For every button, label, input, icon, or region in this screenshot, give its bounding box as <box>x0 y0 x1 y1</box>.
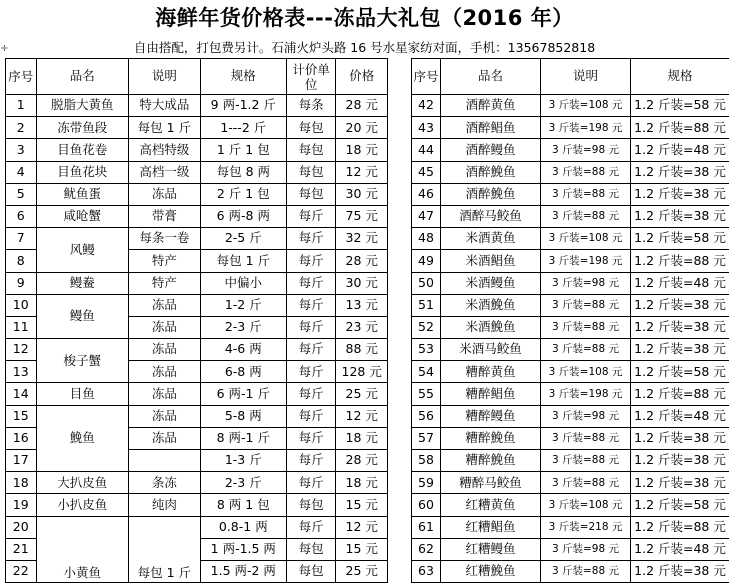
table-row <box>412 560 729 582</box>
cell-unit: 每包 <box>286 538 335 560</box>
cell-name: 酒醉马鲛鱼 <box>441 205 541 227</box>
header-name: 品名 <box>441 59 541 95</box>
table-header-row <box>412 59 729 95</box>
table-row <box>412 316 729 338</box>
cell-price: 28 元 <box>336 450 388 472</box>
cell-price: 18 元 <box>336 139 388 161</box>
cell-desc: 3 斤装=88 元 <box>541 161 631 183</box>
cell-spec: 0.8-1 两 <box>200 516 286 538</box>
table-row <box>6 405 388 427</box>
cell-spec: 1.2 斤装=48 元 <box>631 139 729 161</box>
cell-price: 28 元 <box>336 250 388 272</box>
cell-spec: 9 两-1.2 斤 <box>200 95 286 117</box>
cell-spec: 每包 8 两 <box>200 161 286 183</box>
cell-no: 46 <box>412 183 441 205</box>
cell-name: 酒醉黄鱼 <box>441 95 541 117</box>
cell-spec: 1.2 斤装=48 元 <box>631 538 729 560</box>
cell-spec: 1 斤 1 包 <box>200 139 286 161</box>
cell-price: 32 元 <box>336 228 388 250</box>
table-row <box>6 95 388 117</box>
table-row <box>6 117 388 139</box>
cell-spec: 1.2 斤装=38 元 <box>631 316 729 338</box>
cell-name: 米酒鮸鱼 <box>441 316 541 338</box>
cell-spec: 中偏小 <box>200 272 286 294</box>
cell-price: 23 元 <box>336 316 388 338</box>
cell-desc: 特大成品 <box>129 95 201 117</box>
cell-desc: 3 斤装=88 元 <box>541 450 631 472</box>
cell-spec: 1.2 斤装=88 元 <box>631 383 729 405</box>
cell-desc: 每条一卷 <box>129 228 201 250</box>
cell-name: 目鱼花卷 <box>36 139 129 161</box>
table-row <box>412 339 729 361</box>
cell-spec: 6-8 两 <box>200 361 286 383</box>
cell-no: 10 <box>6 294 37 316</box>
cell-spec: 1.2 斤装=58 元 <box>631 494 729 516</box>
cell-no: 22 <box>6 560 37 582</box>
table-row <box>412 161 729 183</box>
cell-spec: 1.2 斤装=38 元 <box>631 339 729 361</box>
cell-desc: 3 斤装=98 元 <box>541 272 631 294</box>
cell-desc: 3 斤装=198 元 <box>541 383 631 405</box>
cell-price: 13 元 <box>336 294 388 316</box>
cell-no: 63 <box>412 560 441 582</box>
cell-unit: 每斤 <box>286 450 335 472</box>
cell-no: 45 <box>412 161 441 183</box>
cell-desc: 3 斤装=88 元 <box>541 472 631 494</box>
cell-price: 12 元 <box>336 161 388 183</box>
cell-spec: 1 两-1.5 两 <box>200 538 286 560</box>
cell-desc: 3 斤装=88 元 <box>541 294 631 316</box>
cell-desc: 特产 <box>129 250 201 272</box>
cell-no: 17 <box>6 450 37 472</box>
table-row <box>412 294 729 316</box>
cell-desc: 冻品 <box>129 339 201 361</box>
cell-spec: 1.2 斤装=38 元 <box>631 427 729 449</box>
table-row <box>412 472 729 494</box>
cell-desc: 3 斤装=98 元 <box>541 139 631 161</box>
cell-name: 鳗鱼 <box>36 294 129 338</box>
cell-name: 小黄鱼 <box>36 516 129 583</box>
cell-spec: 1.2 斤装=38 元 <box>631 205 729 227</box>
header-no: 序号 <box>6 59 37 95</box>
cell-spec: 1-2 斤 <box>200 294 286 316</box>
cell-name: 糟醉鲳鱼 <box>441 383 541 405</box>
table-row <box>412 205 729 227</box>
cell-price: 25 元 <box>336 383 388 405</box>
cell-name: 冻带鱼段 <box>36 117 129 139</box>
cell-unit: 每斤 <box>286 361 335 383</box>
cell-no: 51 <box>412 294 441 316</box>
cell-name: 鳗鲞 <box>36 272 129 294</box>
header-desc: 说明 <box>541 59 631 95</box>
cell-no: 61 <box>412 516 441 538</box>
cell-name: 红糟鳗鱼 <box>441 538 541 560</box>
cell-unit: 每包 <box>286 560 335 582</box>
cell-desc: 高档特级 <box>129 139 201 161</box>
cell-price: 25 元 <box>336 560 388 582</box>
cell-no: 15 <box>6 405 37 427</box>
move-handle-icon[interactable]: ✛ <box>1 44 8 53</box>
cell-spec: 1.2 斤装=38 元 <box>631 450 729 472</box>
cell-spec: 1.2 斤装=38 元 <box>631 560 729 582</box>
cell-desc: 3 斤装=218 元 <box>541 516 631 538</box>
table-row <box>412 538 729 560</box>
cell-name: 咸呛蟹 <box>36 205 129 227</box>
table-row <box>412 383 729 405</box>
cell-spec: 6 两-1 斤 <box>200 383 286 405</box>
cell-name: 米酒黄鱼 <box>441 228 541 250</box>
table-row <box>412 405 729 427</box>
cell-spec: 1.2 斤装=88 元 <box>631 516 729 538</box>
cell-spec: 1.2 斤装=38 元 <box>631 294 729 316</box>
cell-unit: 每斤 <box>286 205 335 227</box>
cell-no: 42 <box>412 95 441 117</box>
cell-name: 酒醉鮸鱼 <box>441 161 541 183</box>
cell-desc: 3 斤装=88 元 <box>541 316 631 338</box>
cell-unit: 每斤 <box>286 250 335 272</box>
cell-name: 糟醉马鲛鱼 <box>441 472 541 494</box>
cell-no: 55 <box>412 383 441 405</box>
cell-name: 红糟黄鱼 <box>441 494 541 516</box>
table-row <box>412 361 729 383</box>
cell-no: 49 <box>412 250 441 272</box>
cell-desc: 3 斤装=98 元 <box>541 405 631 427</box>
cell-unit: 每斤 <box>286 383 335 405</box>
table-row <box>6 272 388 294</box>
cell-unit: 每斤 <box>286 472 335 494</box>
cell-spec: 1.2 斤装=38 元 <box>631 183 729 205</box>
left-price-table <box>5 58 388 583</box>
cell-price: 75 元 <box>336 205 388 227</box>
table-row <box>412 117 729 139</box>
cell-desc: 特产 <box>129 272 201 294</box>
table-row <box>412 272 729 294</box>
cell-spec: 1.2 斤装=58 元 <box>631 361 729 383</box>
table-row <box>6 516 388 538</box>
cell-desc: 带膏 <box>129 205 201 227</box>
cell-unit: 每包 <box>286 117 335 139</box>
cell-unit: 每斤 <box>286 228 335 250</box>
cell-no: 3 <box>6 139 37 161</box>
table-row <box>6 494 388 516</box>
page-title: 海鲜年货价格表---冻品大礼包（2016 年） <box>0 2 729 32</box>
right-price-table <box>411 58 729 583</box>
header-desc: 说明 <box>129 59 201 95</box>
cell-name: 米酒鳗鱼 <box>441 272 541 294</box>
table-row <box>6 472 388 494</box>
table-row <box>6 139 388 161</box>
cell-price: 12 元 <box>336 405 388 427</box>
cell-spec: 1.2 斤装=88 元 <box>631 117 729 139</box>
cell-no: 54 <box>412 361 441 383</box>
cell-desc: 每包 1 斤 <box>129 516 201 583</box>
table-row <box>412 427 729 449</box>
cell-name: 酒醉鮸鱼 <box>441 183 541 205</box>
cell-price: 15 元 <box>336 538 388 560</box>
header-spec: 规格 <box>200 59 286 95</box>
header-spec: 规格 <box>631 59 729 95</box>
cell-spec: 6 两-8 两 <box>200 205 286 227</box>
page-subtitle: 自由搭配，打包费另计。石浦火炉头路 16 号水星家纺对面，手机：13567852818 <box>0 38 729 56</box>
table-row <box>412 250 729 272</box>
cell-desc: 冻品 <box>129 383 201 405</box>
cell-price: 18 元 <box>336 427 388 449</box>
cell-no: 44 <box>412 139 441 161</box>
cell-unit: 每包 <box>286 139 335 161</box>
table-header-row <box>6 59 388 95</box>
cell-spec: 8 两 1 包 <box>200 494 286 516</box>
cell-desc: 3 斤装=198 元 <box>541 117 631 139</box>
cell-unit: 每斤 <box>286 516 335 538</box>
cell-no: 43 <box>412 117 441 139</box>
table-row <box>6 205 388 227</box>
cell-name: 目鱼 <box>36 383 129 405</box>
cell-no: 6 <box>6 205 37 227</box>
cell-unit: 每斤 <box>286 405 335 427</box>
cell-no: 53 <box>412 339 441 361</box>
cell-no: 20 <box>6 516 37 538</box>
cell-desc: 3 斤装=108 元 <box>541 494 631 516</box>
cell-name: 梭子蟹 <box>36 339 129 383</box>
table-row <box>6 383 388 405</box>
cell-price: 18 元 <box>336 472 388 494</box>
table-row <box>6 183 388 205</box>
cell-spec: 1.2 斤装=48 元 <box>631 272 729 294</box>
cell-name: 糟醉鮸鱼 <box>441 427 541 449</box>
cell-price: 128 元 <box>336 361 388 383</box>
cell-desc: 纯肉 <box>129 494 201 516</box>
cell-name: 糟醉黄鱼 <box>441 361 541 383</box>
header-no: 序号 <box>412 59 441 95</box>
cell-spec: 1.2 斤装=88 元 <box>631 250 729 272</box>
cell-no: 57 <box>412 427 441 449</box>
cell-no: 14 <box>6 383 37 405</box>
header-price: 价格 <box>336 59 388 95</box>
cell-no: 16 <box>6 427 37 449</box>
cell-no: 19 <box>6 494 37 516</box>
cell-desc: 3 斤装=108 元 <box>541 228 631 250</box>
table-row <box>412 95 729 117</box>
cell-no: 21 <box>6 538 37 560</box>
cell-price: 28 元 <box>336 95 388 117</box>
cell-spec: 5-8 两 <box>200 405 286 427</box>
table-row <box>412 228 729 250</box>
table-row <box>6 161 388 183</box>
cell-desc: 高档一级 <box>129 161 201 183</box>
cell-unit: 每包 <box>286 161 335 183</box>
cell-desc: 3 斤装=198 元 <box>541 250 631 272</box>
cell-name: 米酒鲳鱼 <box>441 250 541 272</box>
cell-price: 20 元 <box>336 117 388 139</box>
cell-desc: 3 斤装=88 元 <box>541 427 631 449</box>
cell-price: 30 元 <box>336 272 388 294</box>
cell-name: 小扒皮鱼 <box>36 494 129 516</box>
cell-unit: 每条 <box>286 95 335 117</box>
cell-price: 30 元 <box>336 183 388 205</box>
header-unit: 计价单位 <box>286 59 335 95</box>
cell-no: 5 <box>6 183 37 205</box>
cell-name: 酒醉鳗鱼 <box>441 139 541 161</box>
cell-name: 鮸鱼 <box>36 405 129 472</box>
table-row <box>412 494 729 516</box>
cell-unit: 每包 <box>286 494 335 516</box>
cell-no: 4 <box>6 161 37 183</box>
cell-no: 62 <box>412 538 441 560</box>
cell-unit: 每包 <box>286 183 335 205</box>
cell-desc: 冻品 <box>129 316 201 338</box>
cell-no: 56 <box>412 405 441 427</box>
cell-spec: 1.5 两-2 两 <box>200 560 286 582</box>
cell-unit: 每斤 <box>286 316 335 338</box>
cell-desc: 3 斤装=98 元 <box>541 538 631 560</box>
cell-no: 48 <box>412 228 441 250</box>
cell-spec: 8 两-1 斤 <box>200 427 286 449</box>
cell-name: 鱿鱼蛋 <box>36 183 129 205</box>
cell-name: 大扒皮鱼 <box>36 472 129 494</box>
cell-desc: 冻品 <box>129 361 201 383</box>
cell-name: 酒醉鲳鱼 <box>441 117 541 139</box>
cell-no: 50 <box>412 272 441 294</box>
table-row <box>412 450 729 472</box>
cell-spec: 1.2 斤装=38 元 <box>631 472 729 494</box>
cell-price: 88 元 <box>336 339 388 361</box>
cell-spec: 1.2 斤装=48 元 <box>631 405 729 427</box>
cell-name: 米酒马鲛鱼 <box>441 339 541 361</box>
cell-desc: 冻品 <box>129 183 201 205</box>
cell-spec: 每包 1 斤 <box>200 250 286 272</box>
cell-desc: 条冻 <box>129 472 201 494</box>
cell-unit: 每斤 <box>286 427 335 449</box>
cell-name: 风鳗 <box>36 228 129 272</box>
cell-no: 13 <box>6 361 37 383</box>
cell-name: 米酒鮸鱼 <box>441 294 541 316</box>
header-name: 品名 <box>36 59 129 95</box>
table-row <box>412 516 729 538</box>
table-row <box>412 139 729 161</box>
cell-desc: 3 斤装=88 元 <box>541 560 631 582</box>
cell-no: 52 <box>412 316 441 338</box>
cell-spec: 4-6 两 <box>200 339 286 361</box>
cell-price: 12 元 <box>336 516 388 538</box>
cell-desc: 冻品 <box>129 294 201 316</box>
cell-spec: 1---2 斤 <box>200 117 286 139</box>
cell-no: 7 <box>6 228 37 250</box>
cell-no: 8 <box>6 250 37 272</box>
cell-price: 15 元 <box>336 494 388 516</box>
table-row <box>6 339 388 361</box>
cell-desc <box>129 450 201 472</box>
cell-spec: 2-3 斤 <box>200 472 286 494</box>
cell-unit: 每斤 <box>286 272 335 294</box>
cell-name: 糟醉鮸鱼 <box>441 450 541 472</box>
table-row <box>6 294 388 316</box>
cell-no: 1 <box>6 95 37 117</box>
cell-no: 11 <box>6 316 37 338</box>
cell-no: 18 <box>6 472 37 494</box>
cell-desc: 3 斤装=88 元 <box>541 339 631 361</box>
cell-desc: 冻品 <box>129 427 201 449</box>
cell-spec: 2 斤 1 包 <box>200 183 286 205</box>
cell-desc: 3 斤装=108 元 <box>541 361 631 383</box>
cell-name: 目鱼花块 <box>36 161 129 183</box>
cell-no: 12 <box>6 339 37 361</box>
cell-no: 2 <box>6 117 37 139</box>
cell-name: 红糟鮸鱼 <box>441 560 541 582</box>
cell-spec: 2-5 斤 <box>200 228 286 250</box>
cell-desc: 3 斤装=108 元 <box>541 95 631 117</box>
table-row <box>412 183 729 205</box>
cell-no: 60 <box>412 494 441 516</box>
cell-no: 58 <box>412 450 441 472</box>
cell-desc: 冻品 <box>129 405 201 427</box>
cell-desc: 每包 1 斤 <box>129 117 201 139</box>
cell-name: 红糟鲳鱼 <box>441 516 541 538</box>
cell-name: 脱脂大黄鱼 <box>36 95 129 117</box>
cell-no: 47 <box>412 205 441 227</box>
table-row <box>6 228 388 250</box>
cell-unit: 每斤 <box>286 339 335 361</box>
cell-spec: 1-3 斤 <box>200 450 286 472</box>
cell-no: 9 <box>6 272 37 294</box>
cell-unit: 每斤 <box>286 294 335 316</box>
cell-spec: 1.2 斤装=58 元 <box>631 228 729 250</box>
cell-spec: 1.2 斤装=38 元 <box>631 161 729 183</box>
cell-desc: 3 斤装=88 元 <box>541 183 631 205</box>
cell-name: 糟醉鳗鱼 <box>441 405 541 427</box>
cell-no: 59 <box>412 472 441 494</box>
cell-spec: 2-3 斤 <box>200 316 286 338</box>
cell-spec: 1.2 斤装=58 元 <box>631 95 729 117</box>
cell-desc: 3 斤装=88 元 <box>541 205 631 227</box>
